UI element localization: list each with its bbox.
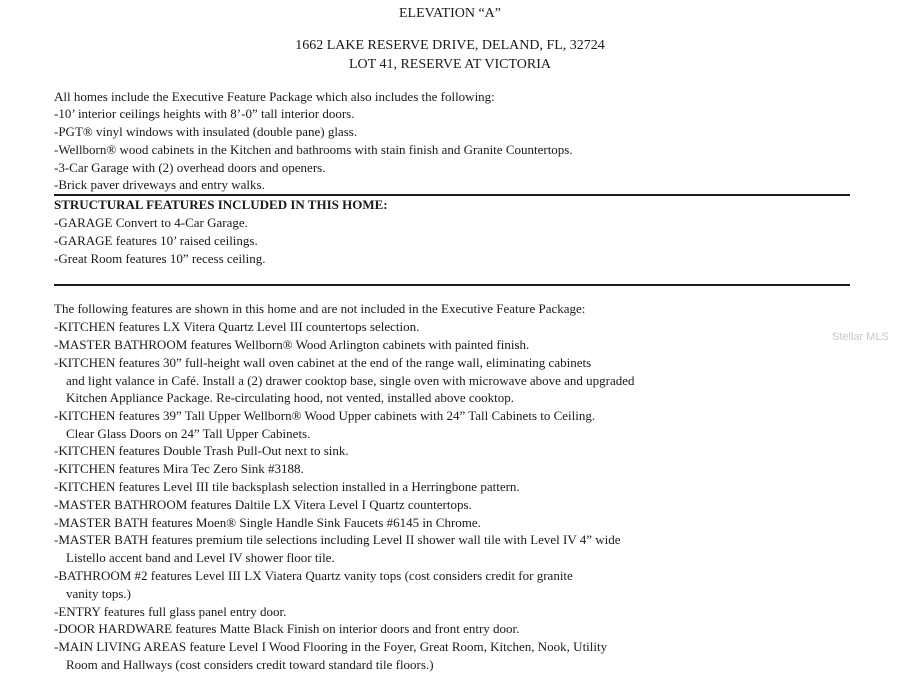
- executive-item: -PGT® vinyl windows with insulated (double pane) glass.: [54, 124, 358, 139]
- structural-item: -GARAGE Convert to 4-Car Garage.: [54, 215, 248, 230]
- feature-line: -KITCHEN features Mira Tec Zero Sink #3188.: [54, 461, 304, 476]
- structural-heading: STRUCTURAL FEATURES INCLUDED IN THIS HOME:: [54, 197, 388, 212]
- feature-line: -KITCHEN features 30” full-height wall oven cabinet at the end of the range wall, eliminating cabinets: [54, 355, 592, 370]
- lot-description: LOT 41, RESERVE AT VICTORIA: [348, 57, 552, 72]
- feature-line: -BATHROOM #2 features Level III LX Viatera Quartz vanity tops (cost considers credit for granite: [54, 568, 573, 583]
- feature-line: Listello accent band and Level IV shower floor tile.: [66, 550, 335, 565]
- feature-line: -MASTER BATHROOM features Daltile LX Vitera Level I Quartz countertops.: [54, 497, 472, 512]
- structural-item: -GARAGE features 10’ raised ceilings.: [54, 233, 258, 248]
- executive-item: -10’ interior ceilings heights with 8’-0” tall interior doors.: [54, 106, 355, 121]
- executive-package-intro: All homes include the Executive Feature Package which also includes the following:: [54, 89, 495, 104]
- feature-line: Kitchen Appliance Package. Re-circulating hood, not vented, installed above cooktop.: [66, 390, 515, 405]
- executive-item: -Brick paver driveways and entry walks.: [54, 177, 265, 192]
- feature-line: and light valance in Café. Install a (2) drawer cooktop base, single oven with microwave above and upgraded: [66, 373, 635, 388]
- elevation-title: ELEVATION “A”: [399, 6, 501, 21]
- feature-line: -DOOR HARDWARE features Matte Black Finish on interior doors and front entry door.: [54, 621, 520, 636]
- feature-line: -KITCHEN features Level III tile backsplash selection installed in a Herringbone pattern.: [54, 479, 520, 494]
- executive-item: -Wellborn® wood cabinets in the Kitchen and bathrooms with stain finish and Granite Countertops.: [54, 142, 573, 157]
- feature-line: -KITCHEN features LX Vitera Quartz Level III countertops selection.: [54, 319, 420, 334]
- executive-item: -3-Car Garage with (2) overhead doors and openers.: [54, 160, 326, 175]
- feature-line: -KITCHEN features Double Trash Pull-Out next to sink.: [54, 443, 349, 458]
- feature-line: -MASTER BATH features Moen® Single Handle Sink Faucets #6145 in Chrome.: [54, 515, 481, 530]
- additional-features-intro: The following features are shown in this home and are not included in the Executive Feature Package:: [54, 301, 586, 316]
- mls-watermark: Stellar MLS: [832, 331, 889, 343]
- feature-line: -KITCHEN features 39” Tall Upper Wellborn® Wood Upper cabinets with 24” Tall Cabinets to Ceiling.: [54, 408, 596, 423]
- feature-line: vanity tops.): [66, 586, 131, 601]
- feature-line: -MAIN LIVING AREAS feature Level I Wood Flooring in the Foyer, Great Room, Kitchen, Nook, Utility: [54, 639, 608, 654]
- property-address: 1662 LAKE RESERVE DRIVE, DELAND, FL, 32724: [295, 38, 605, 53]
- feature-line: -ENTRY features full glass panel entry door.: [54, 604, 287, 619]
- section-divider: [54, 284, 850, 286]
- feature-line: -MASTER BATHROOM features Wellborn® Wood Arlington cabinets with painted finish.: [54, 337, 530, 352]
- feature-line: Clear Glass Doors on 24” Tall Upper Cabinets.: [66, 426, 311, 441]
- feature-line: Room and Hallways (cost considers credit toward standard tile floors.): [66, 657, 434, 672]
- feature-line: -MASTER BATH features premium tile selections including Level II shower wall tile with Level IV 4” wide: [54, 532, 621, 547]
- structural-item: -Great Room features 10” recess ceiling.: [54, 251, 266, 266]
